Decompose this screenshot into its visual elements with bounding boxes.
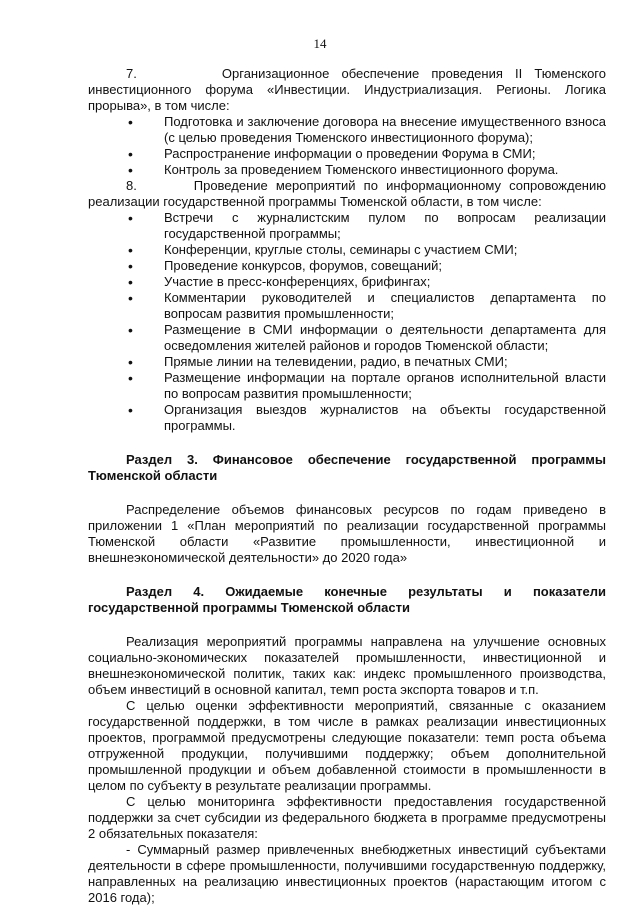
- list-item-7: 7. Организационное обеспечение проведения II Тюменского инвестиционного форума «Инвестиции. Индустриализация. Регионы. Логика прорыва», в том числе:: [88, 66, 606, 113]
- section-4-paragraph: Реализация мероприятий программы направлена на улучшение основных социально-экономических показателей промышленности, инвестиционной и внешнеэкономической политик, таких как: индекс промышленного производства, объем инвестиций в основной капитал, темп роста экспорта товаров и т.п.: [88, 634, 606, 697]
- bullet-item: • Конференции, круглые столы, семинары с участием СМИ;: [88, 242, 606, 258]
- section-3-text: Распределение объемов финансовых ресурсов по годам приведено в приложении 1 «План мероприятий по реализации государственной программы Тюменской области «Развитие промышленности, инвестиционной и внешнеэкономической деятельности» до 2020 года»: [88, 502, 606, 565]
- bullet-item: • Встречи с журналистским пулом по вопросам реализации государственной программы;: [88, 210, 606, 242]
- bullet-item: • Распространение информации о проведении Форума в СМИ;: [88, 146, 606, 162]
- page-number: 14: [313, 36, 327, 51]
- section-4-heading: Раздел 4. Ожидаемые конечные результаты и показатели государственной программы Тюменской области: [88, 584, 606, 615]
- bullet-item: • Комментарии руководителей и специалистов департамента по вопросам развития промышленности;: [88, 290, 606, 322]
- section-4-paragraph: С целью оценки эффективности мероприятий, связанные с оказанием государственной поддержки, в том числе в рамках реализации инвестиционных проектов, программой предусмотрены следующие показатели: темп роста объема отгруженной продукции, получившими поддержку; объем дополнительной промышленной продукции и объем добавленной стоимости в промышленности в целом по субъекту в результате реализации программы.: [88, 698, 606, 793]
- bullet-item: • Организация выездов журналистов на объекты государственной программы.: [88, 402, 606, 434]
- bullet-item: • Прямые линии на телевидении, радио, в печатных СМИ;: [88, 354, 606, 370]
- page-content: [88, 66, 606, 906]
- bullet-item: • Размещение в СМИ информации о деятельности департамента для осведомления жителей районов и городов Тюменской области;: [88, 322, 606, 354]
- section-3-heading: Раздел 3. Финансовое обеспечение государственной программы Тюменской области: [88, 452, 606, 483]
- list-item-8: 8. Проведение мероприятий по информационному сопровождению реализации государственной программы Тюменской области, в том числе:: [88, 178, 606, 209]
- bullet-item: • Участие в пресс-конференциях, брифингах;: [88, 274, 606, 290]
- bullet-item: • Контроль за проведением Тюменского инвестиционного форума.: [88, 162, 606, 178]
- bullet-item: • Проведение конкурсов, форумов, совещаний;: [88, 258, 606, 274]
- bullet-item: • Подготовка и заключение договора на внесение имущественного взноса (с целью проведения Тюменского инвестиционного форума);: [88, 114, 606, 146]
- indicator-item: - Суммарный размер привлеченных внебюджетных инвестиций субъектами деятельности в сфере промышленности, получившими государственную поддержку, направленных на реализацию инвестиционных проектов (нарастающим итогом с 2016 года);: [88, 842, 606, 905]
- bullet-item: • Размещение информации на портале органов исполнительной власти по вопросам развития промышленности;: [88, 370, 606, 402]
- section-4-paragraph: С целью мониторинга эффективности предоставления государственной поддержки за счет субсидии из федерального бюджета в программе предусмотрены 2 обязательных показателя:: [88, 794, 606, 841]
